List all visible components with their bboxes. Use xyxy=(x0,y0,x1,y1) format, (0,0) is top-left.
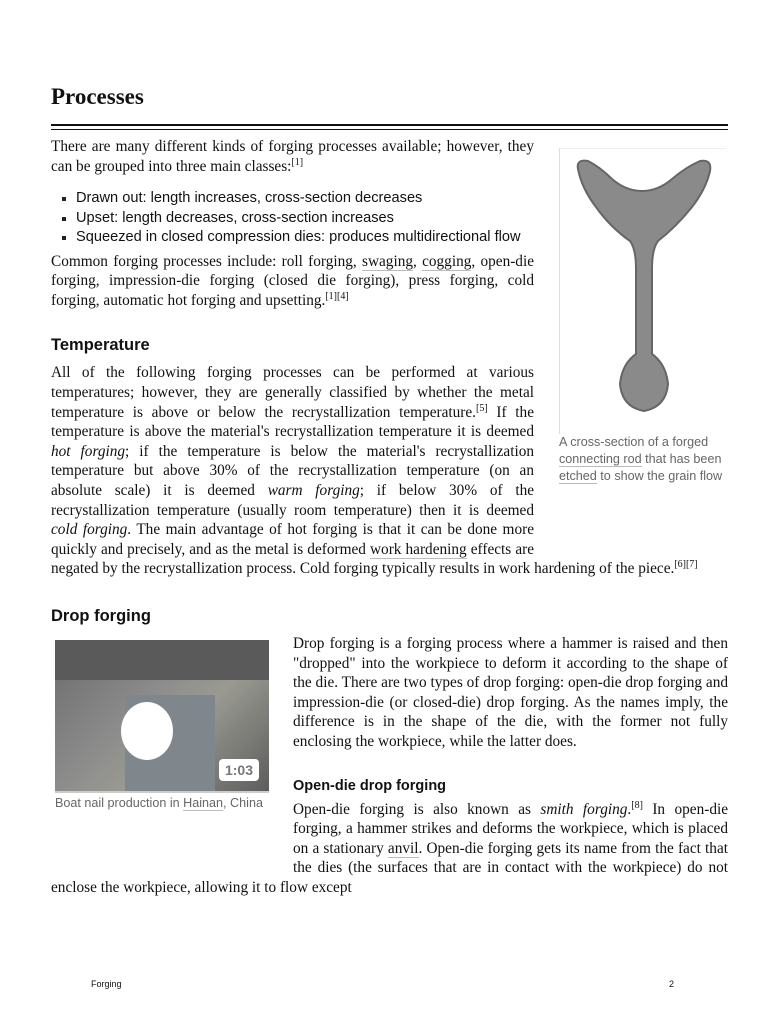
list-item: Drawn out: length increases, cross-section decreases xyxy=(76,190,728,207)
article-body xyxy=(51,137,728,904)
section-heading-temperature: Temperature xyxy=(51,336,150,355)
video-duration: 1:03 xyxy=(219,759,259,781)
drop-forging-paragraph: Drop forging is a forging process where a hammer is raised and then "dropped" into the workpiece to deform it according to the shape of the die. There are two types of drop forging: open-die drop forging and impression-die (or closed-die) drop forging. As the names imply, the difference is in the shape of the die, with the former not fully enclosing the workpiece, while the latter does. xyxy=(293,635,728,750)
figure-caption: A cross-section of a forged connecting rod that has been etched to show the grain flow xyxy=(559,435,723,483)
link-hainan[interactable]: Hainan xyxy=(183,796,224,810)
video-thumbnail[interactable] xyxy=(55,640,269,793)
common-processes-paragraph: Common forging processes include: roll forging, swaging, cogging, open-die forging, impression-die forging (closed die forging), press forging, cold forging, automatic hot forging and upsetting.[1][4] xyxy=(51,252,534,309)
forging-classes-list xyxy=(51,190,728,246)
footer-title: Forging xyxy=(91,979,122,989)
link-cogging[interactable]: cogging xyxy=(422,252,472,270)
figure-video xyxy=(51,640,269,873)
ref-link[interactable]: [1][4] xyxy=(325,290,349,302)
page-number: 2 xyxy=(669,979,675,989)
section-heading-drop-forging: Drop forging xyxy=(51,607,151,625)
section-heading-open-die: Open-die drop forging xyxy=(293,777,447,794)
temperature-paragraph: All of the following forging processes can be performed at various temperatures; however, they are generally classified by whether the metal temperature is above or below the recrystallization temperature.[5] If the temperature is above the material's recrystallization temperature it is deemed hot forging; if the temperature is below the material's recrystallization temperature but above 30% of the recrystallization temperature (on an absolute scale) it is deemed warm forging; if below 30% of the recrystallization temperature (usually room temperature) then it is deemed cold forging. The main advantage of hot forging is that it can be done more quickly and precisely, and as the metal is deformed work hardening effects are negated by the recrystallization process. Cold forging typically results in work hardening of the piece.[6][7] xyxy=(51,364,698,578)
intro-paragraph: There are many different kinds of forging processes available; however, they can be grouped into three main classes:[1] xyxy=(51,138,534,175)
ref-link[interactable]: [8] xyxy=(631,799,643,811)
video-caption: Boat nail production in Hainan, China xyxy=(55,796,263,810)
link-anvil[interactable]: anvil xyxy=(387,839,419,857)
list-item: Squeezed in closed compression dies: produces multidirectional flow xyxy=(76,229,728,246)
link-swaging[interactable]: swaging xyxy=(362,252,413,270)
ref-link[interactable]: [5] xyxy=(476,402,488,414)
ref-link[interactable]: [1] xyxy=(291,156,304,168)
page-title: Processes xyxy=(51,84,144,109)
list-item: Upset: length decreases, cross-section increases xyxy=(76,210,728,227)
open-die-paragraph: Open-die forging is also known as smith forging.[8] In open-die forging, a hammer strikes and deforms the workpiece, which is placed on a stationary anvil. Open-die forging gets its name from the fact that the dies (the surfaces that are in contact with the workpiece) do not enclose the workpiece, allowing it to flow except xyxy=(51,799,729,896)
title-divider xyxy=(51,124,728,130)
link-etched[interactable]: etched xyxy=(559,469,597,483)
ref-link[interactable]: [6][7] xyxy=(674,559,698,571)
link-connecting-rod[interactable]: connecting rod xyxy=(559,452,642,466)
link-work-hardening[interactable]: work hardening xyxy=(370,540,467,558)
